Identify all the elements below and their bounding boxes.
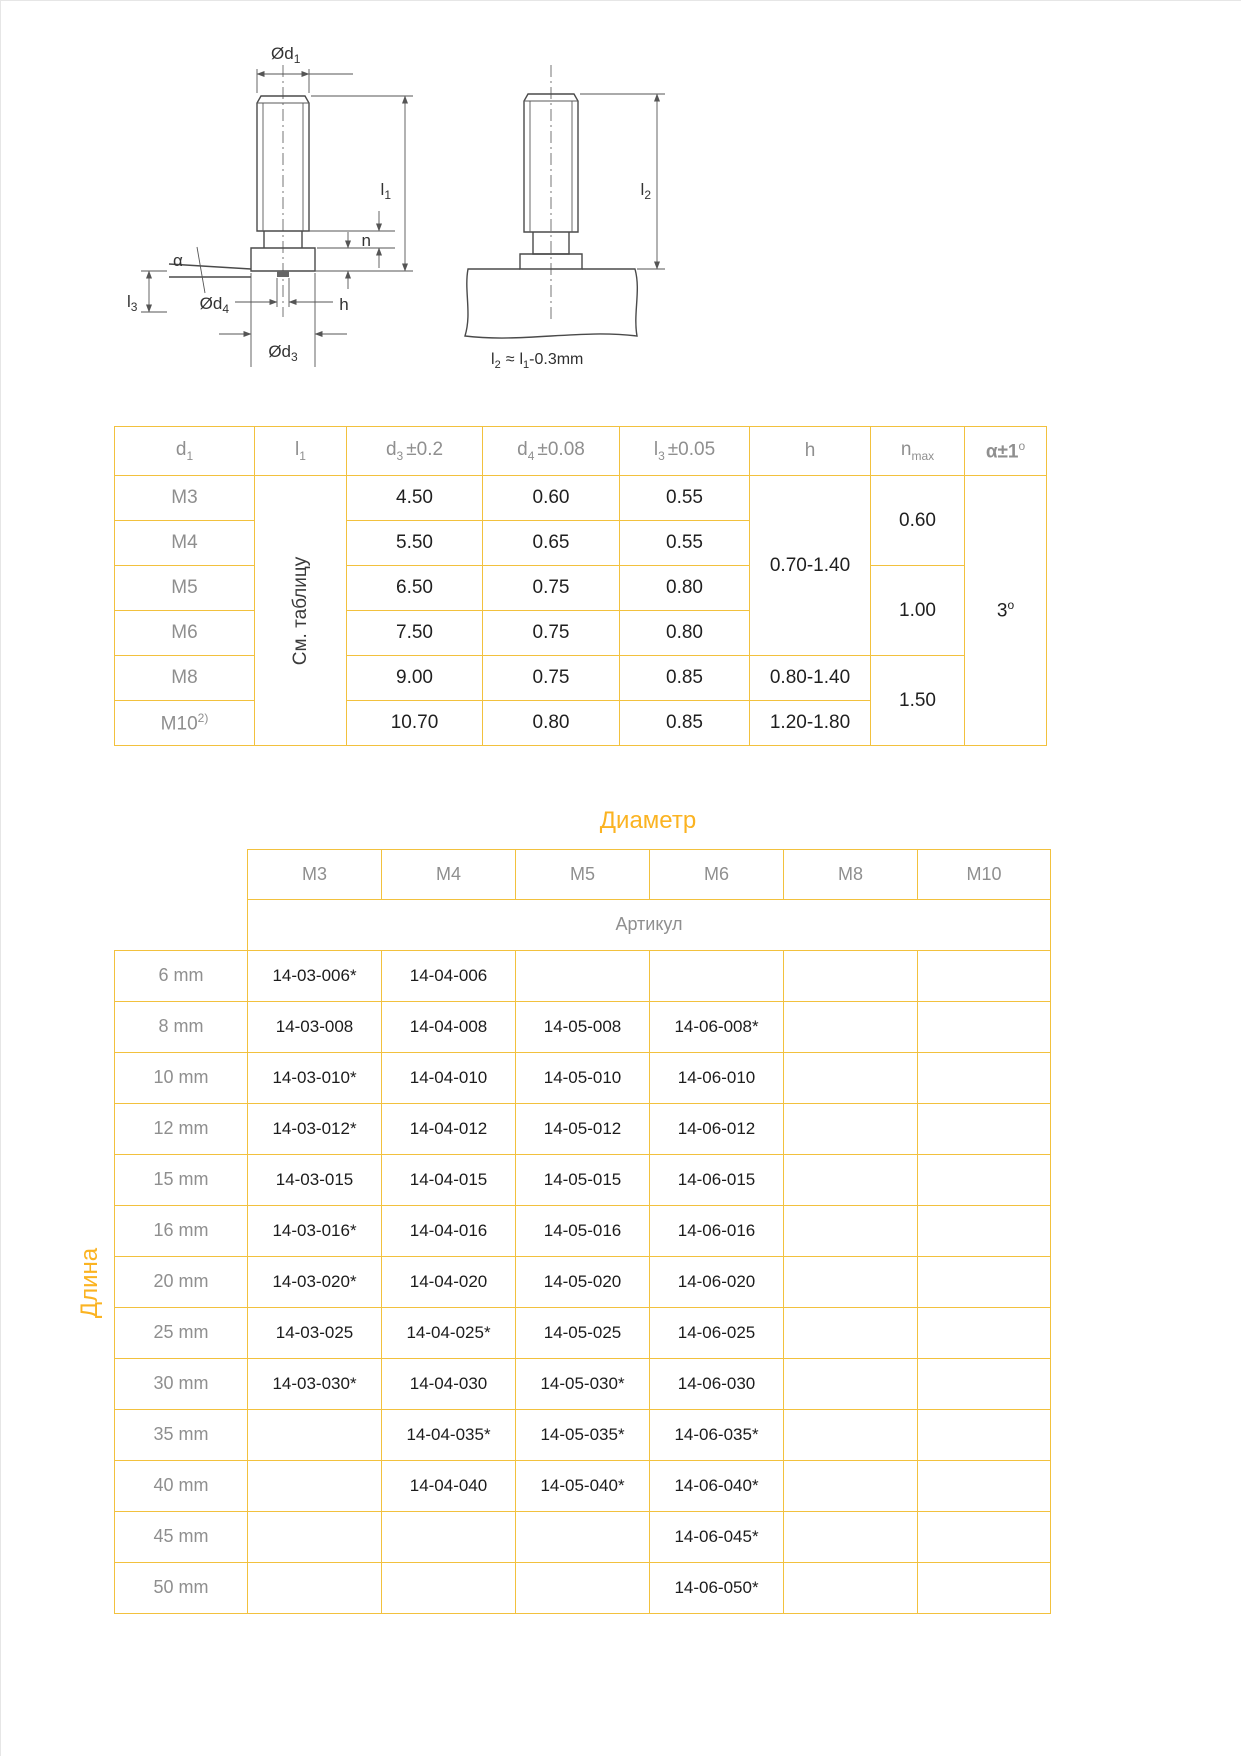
article-cell: 14-05-020 <box>516 1256 650 1307</box>
article-cell <box>918 1562 1051 1613</box>
article-cell: 14-06-045* <box>650 1511 784 1562</box>
length-axis-title: Длина <box>76 1247 103 1319</box>
article-cell: 14-06-035* <box>650 1409 784 1460</box>
col-header-m8: M8 <box>784 850 918 900</box>
article-cell <box>784 1562 918 1613</box>
length-label: 10 mm <box>115 1052 248 1103</box>
d3-value: 9.00 <box>347 656 483 701</box>
article-cell <box>918 1511 1051 1562</box>
article-row-10mm <box>115 1052 1051 1103</box>
article-cell: 14-04-010 <box>382 1052 516 1103</box>
article-row-30mm <box>115 1358 1051 1409</box>
h-value-m8: 0.80-1.40 <box>750 656 871 701</box>
article-cell: 14-03-016* <box>248 1205 382 1256</box>
article-cell <box>650 950 784 1001</box>
d3-value: 7.50 <box>347 611 483 656</box>
dim-label-n: n <box>361 231 371 250</box>
article-subheader-row <box>115 900 1051 951</box>
article-cell: 14-05-015 <box>516 1154 650 1205</box>
article-cell <box>918 950 1051 1001</box>
article-cell <box>784 1205 918 1256</box>
article-cell: 14-05-010 <box>516 1052 650 1103</box>
article-cell: 14-06-050* <box>650 1562 784 1613</box>
dim-label-d3: $Ød_3$ <box>268 342 298 364</box>
article-cell: 14-03-010* <box>248 1052 382 1103</box>
article-subheader: Артикул <box>248 900 1051 951</box>
d3-value: 10.70 <box>347 701 483 746</box>
spec-header-h: h <box>750 427 871 476</box>
article-cell <box>784 1154 918 1205</box>
article-cell <box>918 1358 1051 1409</box>
article-cell: 14-05-025 <box>516 1307 650 1358</box>
article-cell: 14-05-040* <box>516 1460 650 1511</box>
article-cell <box>248 1562 382 1613</box>
length-label: 15 mm <box>115 1154 248 1205</box>
length-label: 25 mm <box>115 1307 248 1358</box>
article-cell: 14-04-040 <box>382 1460 516 1511</box>
article-row-35mm <box>115 1409 1051 1460</box>
weld-stud-technical-drawing <box>111 19 681 419</box>
thread-size-label: M10$^{2)}$ <box>115 701 255 746</box>
l3-value: 0.85 <box>620 656 750 701</box>
l3-value: 0.55 <box>620 476 750 521</box>
article-row-45mm <box>115 1511 1051 1562</box>
article-cell: 14-05-016 <box>516 1205 650 1256</box>
article-row-40mm <box>115 1460 1051 1511</box>
thread-size-label: M4 <box>115 521 255 566</box>
alpha-value: 3$^o$ <box>965 476 1047 746</box>
length-label: 50 mm <box>115 1562 248 1613</box>
article-cell <box>784 1409 918 1460</box>
length-label: 40 mm <box>115 1460 248 1511</box>
article-cell <box>248 1511 382 1562</box>
article-cell <box>918 1103 1051 1154</box>
col-header-m6: M6 <box>650 850 784 900</box>
l3-value: 0.55 <box>620 521 750 566</box>
dim-label-d4: $Ød_4$ <box>199 294 229 316</box>
article-cell <box>382 1562 516 1613</box>
article-cell: 14-03-006* <box>248 950 382 1001</box>
thread-size-label: M6 <box>115 611 255 656</box>
article-cell: 14-06-010 <box>650 1052 784 1103</box>
article-cell <box>918 1001 1051 1052</box>
article-cell: 14-06-020 <box>650 1256 784 1307</box>
article-cell <box>918 1307 1051 1358</box>
length-label: 6 mm <box>115 950 248 1001</box>
article-cell: 14-05-008 <box>516 1001 650 1052</box>
article-cell <box>784 1307 918 1358</box>
nmax-value-m8-m10: 1.50 <box>871 656 965 746</box>
dim-label-l1: $l_1$ <box>380 180 391 202</box>
article-cell <box>784 1103 918 1154</box>
d3-value: 4.50 <box>347 476 483 521</box>
article-header-row <box>115 850 1051 900</box>
article-cell: 14-06-016 <box>650 1205 784 1256</box>
l3-value: 0.80 <box>620 566 750 611</box>
article-cell: 14-06-030 <box>650 1358 784 1409</box>
article-cell <box>918 1409 1051 1460</box>
article-row-8mm <box>115 1001 1051 1052</box>
dim-label-alpha: α <box>173 251 183 270</box>
article-cell: 14-04-025* <box>382 1307 516 1358</box>
spec-header-d1: $d_1$ <box>115 427 255 476</box>
article-cell <box>918 1256 1051 1307</box>
nmax-value-m3-m4: 0.60 <box>871 476 965 566</box>
article-cell <box>784 1256 918 1307</box>
thread-size-label: M8 <box>115 656 255 701</box>
article-cell: 14-06-012 <box>650 1103 784 1154</box>
length-formula: $l_2 \approx l_1-0.3mm$ <box>491 351 584 372</box>
l1-see-table-cell <box>255 476 347 746</box>
l3-value: 0.85 <box>620 701 750 746</box>
article-cell: 14-03-020* <box>248 1256 382 1307</box>
col-header-m3: M3 <box>248 850 382 900</box>
article-cell: 14-05-012 <box>516 1103 650 1154</box>
article-cell <box>918 1460 1051 1511</box>
article-cell <box>784 1460 918 1511</box>
article-row-15mm <box>115 1154 1051 1205</box>
spec-table <box>114 426 1047 746</box>
article-row-20mm <box>115 1256 1051 1307</box>
article-cell <box>516 1562 650 1613</box>
dim-label-l2: $l_2$ <box>640 180 651 202</box>
d4-value: 0.60 <box>483 476 620 521</box>
diameter-section-title: Диаметр <box>599 807 697 834</box>
col-header-m4: M4 <box>382 850 516 900</box>
spec-header-d3: $d_3 \pm 0.2$ <box>347 427 483 476</box>
d4-value: 0.80 <box>483 701 620 746</box>
length-label: 45 mm <box>115 1511 248 1562</box>
spec-row-m3 <box>115 476 1047 521</box>
article-cell: 14-03-012* <box>248 1103 382 1154</box>
article-cell: 14-04-006 <box>382 950 516 1001</box>
d4-value: 0.75 <box>483 656 620 701</box>
l3-value: 0.80 <box>620 611 750 656</box>
article-cell <box>784 1052 918 1103</box>
h-value-m3-m6: 0.70-1.40 <box>750 476 871 656</box>
article-cell: 14-06-008* <box>650 1001 784 1052</box>
article-row-6mm <box>115 950 1051 1001</box>
article-cell: 14-03-025 <box>248 1307 382 1358</box>
article-cell: 14-03-030* <box>248 1358 382 1409</box>
article-cell <box>784 950 918 1001</box>
spec-header-d4: $d_4 \pm 0.08$ <box>483 427 620 476</box>
header-spacer <box>115 850 248 900</box>
spec-header-l3: $l_3 \pm 0.05$ <box>620 427 750 476</box>
article-cell: 14-04-030 <box>382 1358 516 1409</box>
article-cell <box>784 1001 918 1052</box>
dim-label-l3: $l_3$ <box>127 292 138 314</box>
article-row-16mm <box>115 1205 1051 1256</box>
article-cell <box>784 1358 918 1409</box>
article-cell: 14-03-008 <box>248 1001 382 1052</box>
article-cell: 14-03-015 <box>248 1154 382 1205</box>
spec-header-nmax: $n_{max}$ <box>871 427 965 476</box>
article-row-50mm <box>115 1562 1051 1613</box>
d3-value: 5.50 <box>347 521 483 566</box>
article-cell <box>918 1205 1051 1256</box>
thread-size-label: M5 <box>115 566 255 611</box>
article-cell <box>248 1460 382 1511</box>
article-cell: 14-06-015 <box>650 1154 784 1205</box>
article-cell: 14-05-035* <box>516 1409 650 1460</box>
col-header-m5: M5 <box>516 850 650 900</box>
nmax-value-m5-m6: 1.00 <box>871 566 965 656</box>
article-cell <box>248 1409 382 1460</box>
length-label: 30 mm <box>115 1358 248 1409</box>
article-cell <box>918 1154 1051 1205</box>
article-cell: 14-05-030* <box>516 1358 650 1409</box>
approx-symbol: ≈ <box>505 351 515 368</box>
d3-value: 6.50 <box>347 566 483 611</box>
article-cell: 14-06-025 <box>650 1307 784 1358</box>
header-spacer <box>115 900 248 951</box>
article-cell <box>516 1511 650 1562</box>
article-row-12mm <box>115 1103 1051 1154</box>
article-cell: 14-04-016 <box>382 1205 516 1256</box>
d4-value: 0.65 <box>483 521 620 566</box>
spec-header-l1: $l_1$ <box>255 427 347 476</box>
length-label: 35 mm <box>115 1409 248 1460</box>
article-cell: 14-04-035* <box>382 1409 516 1460</box>
article-cell <box>382 1511 516 1562</box>
article-table <box>114 849 1051 1614</box>
h-value-m10: 1.20-1.80 <box>750 701 871 746</box>
stud-side-view <box>127 44 413 367</box>
article-cell <box>784 1511 918 1562</box>
see-table-note: См. таблицу <box>289 556 311 665</box>
thread-size-label: M3 <box>115 476 255 521</box>
spec-header-row <box>115 427 1047 476</box>
dim-label-h: h <box>339 295 349 314</box>
article-cell: 14-04-008 <box>382 1001 516 1052</box>
article-cell: 14-04-012 <box>382 1103 516 1154</box>
col-header-m10: M10 <box>918 850 1051 900</box>
d4-value: 0.75 <box>483 566 620 611</box>
length-label: 16 mm <box>115 1205 248 1256</box>
d4-value: 0.75 <box>483 611 620 656</box>
spec-header-alpha: $\alpha\pm 1^o$ <box>965 427 1047 476</box>
article-row-25mm <box>115 1307 1051 1358</box>
article-cell <box>918 1052 1051 1103</box>
length-label: 12 mm <box>115 1103 248 1154</box>
dim-label-d1: $Ød_1$ <box>271 44 301 66</box>
stud-welded-view <box>465 65 665 338</box>
article-cell: 14-06-040* <box>650 1460 784 1511</box>
article-cell: 14-04-015 <box>382 1154 516 1205</box>
article-cell <box>516 950 650 1001</box>
article-cell: 14-04-020 <box>382 1256 516 1307</box>
length-label: 20 mm <box>115 1256 248 1307</box>
length-label: 8 mm <box>115 1001 248 1052</box>
